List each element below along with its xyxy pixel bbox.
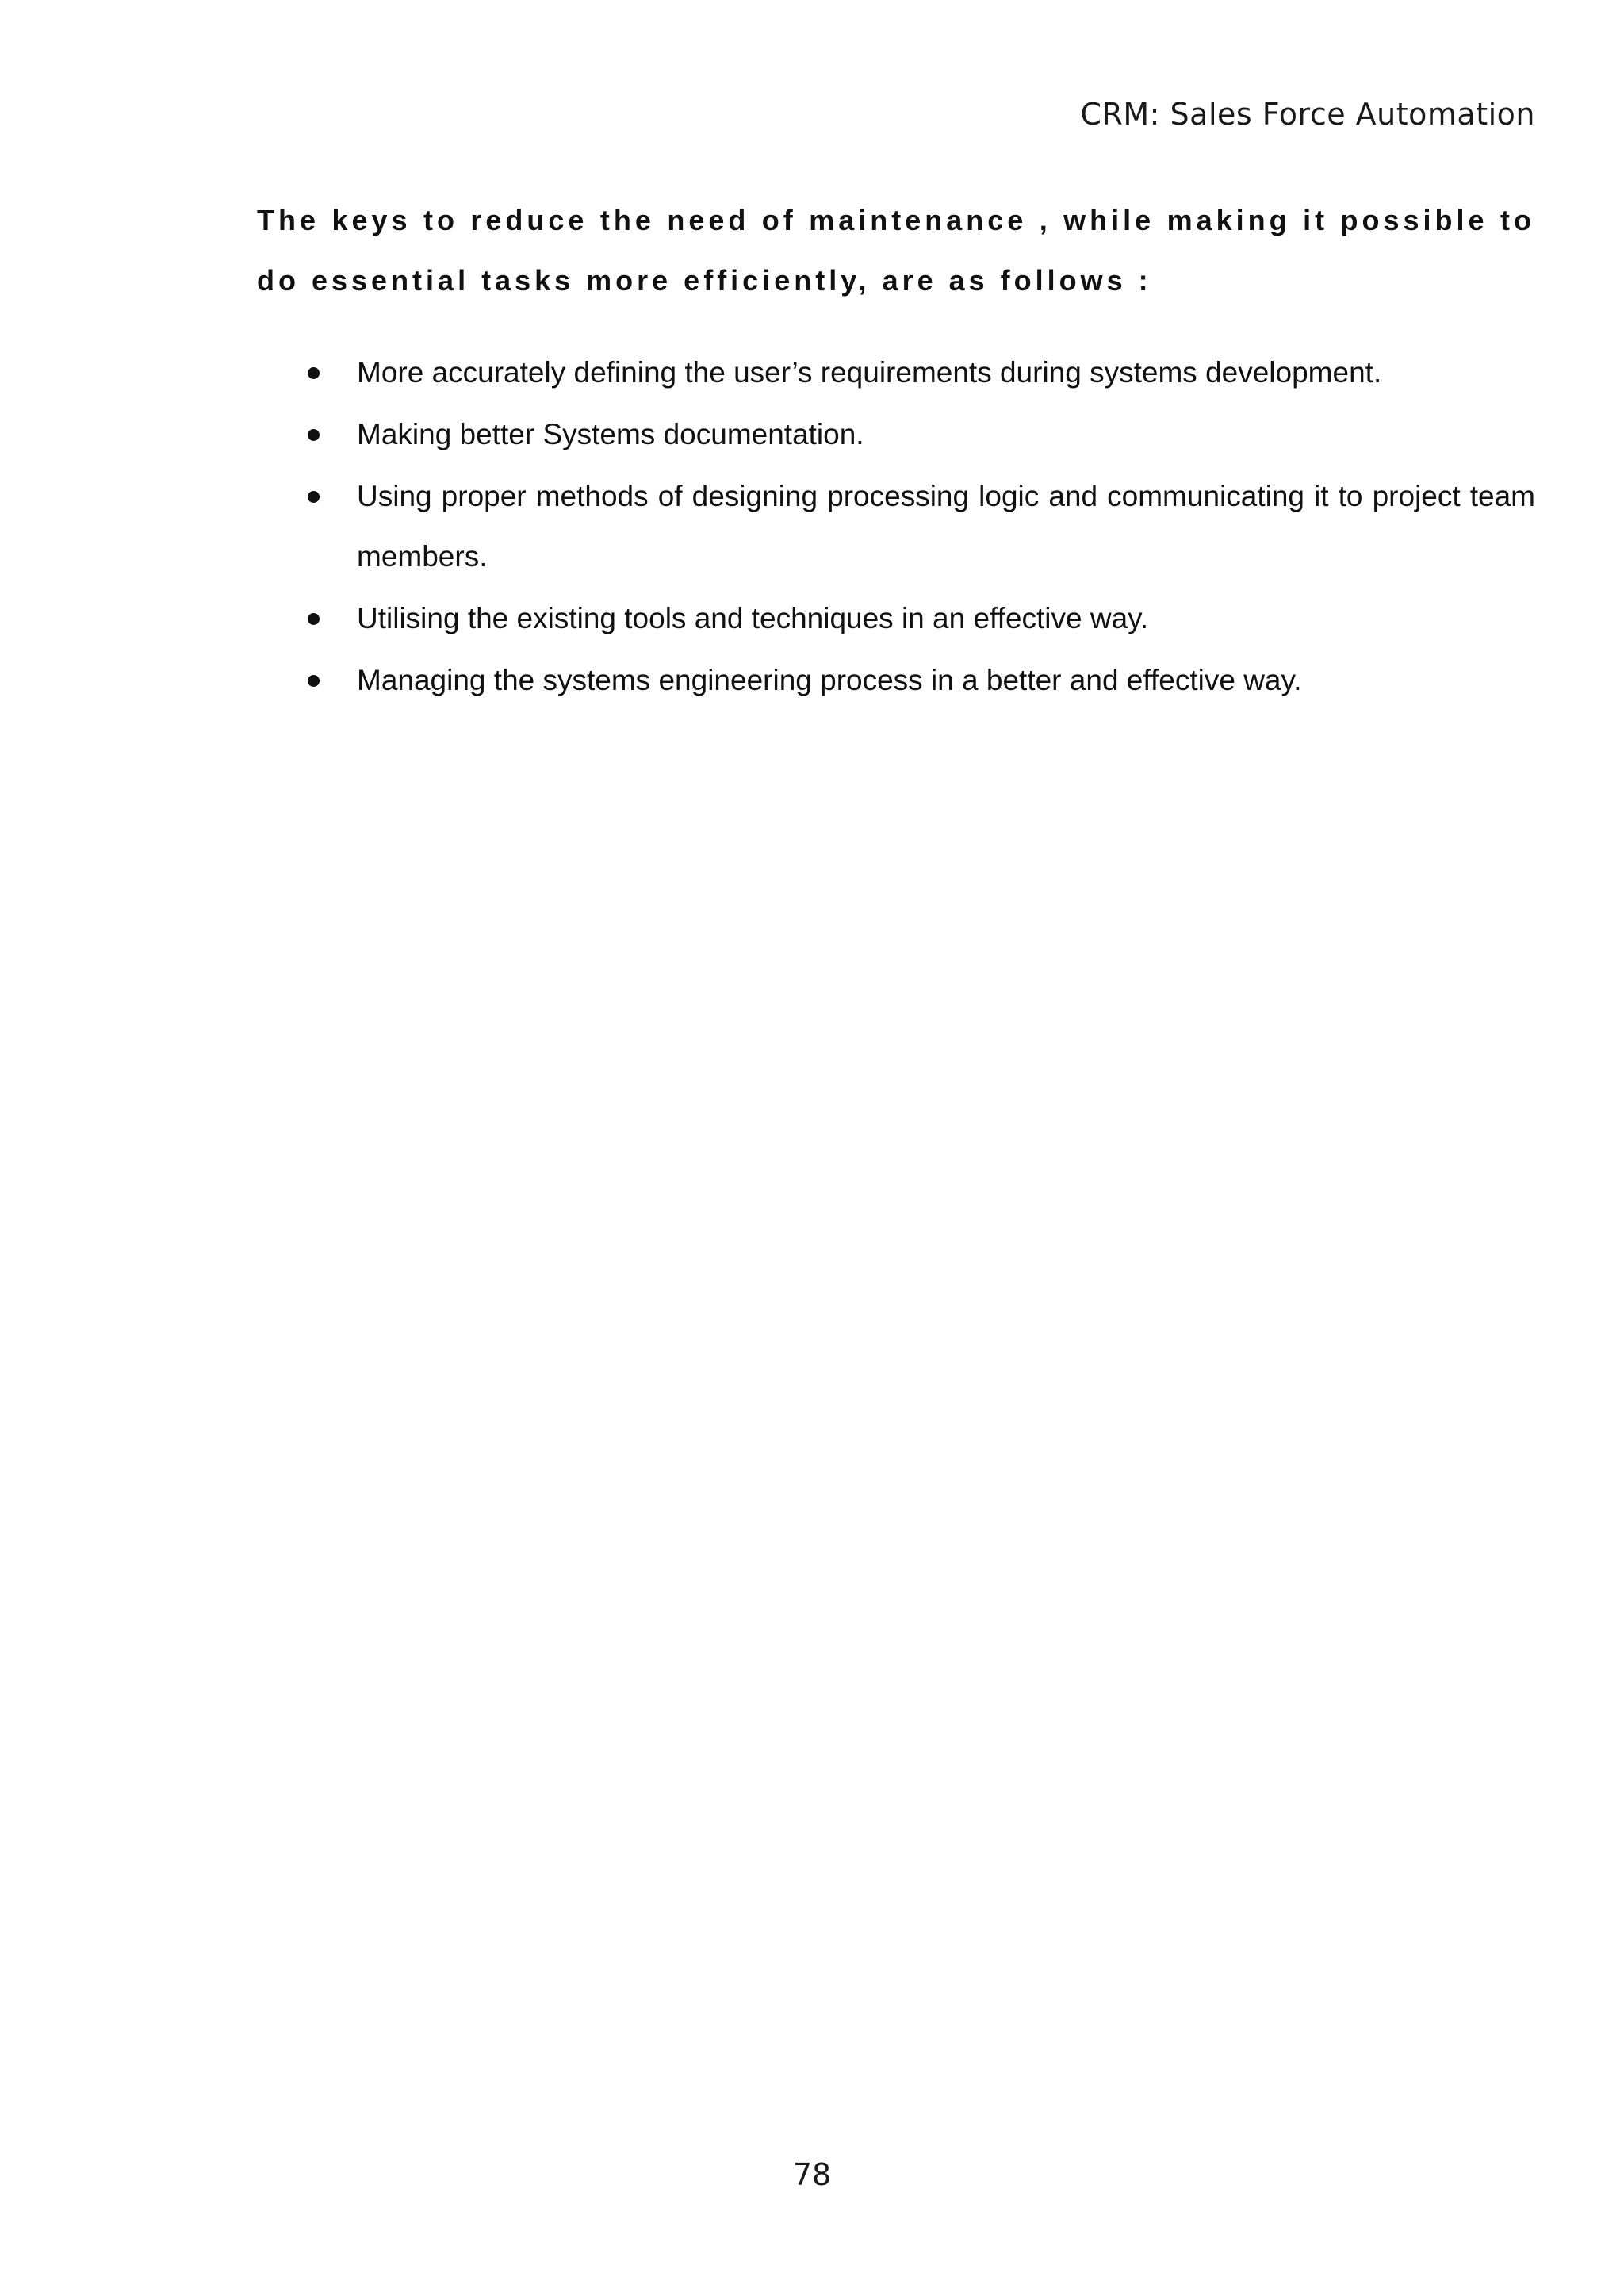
page-number: 78 bbox=[792, 2157, 832, 2192]
running-header: CRM: Sales Force Automation bbox=[1080, 97, 1535, 132]
list-item bbox=[257, 588, 1535, 649]
list-item-text: Managing the systems engineering process in a better and effective way. bbox=[357, 664, 1302, 696]
bullet-icon bbox=[308, 429, 320, 441]
page-content bbox=[257, 190, 1535, 712]
list-item bbox=[257, 650, 1535, 711]
bullet-icon bbox=[308, 675, 320, 687]
bullet-icon bbox=[308, 491, 320, 503]
list-item-text: Using proper methods of designing processing logic and communicating it to project team members. bbox=[357, 480, 1535, 573]
list-item bbox=[257, 343, 1535, 403]
bullet-icon bbox=[308, 613, 320, 625]
intro-paragraph: The keys to reduce the need of maintenance , while making it possible to do essential tasks more efficiently, are as follows : bbox=[257, 204, 1535, 297]
bullet-list bbox=[257, 343, 1535, 711]
list-item-text: More accurately defining the user’s requirements during systems development. bbox=[357, 356, 1382, 389]
bullet-icon bbox=[308, 367, 320, 379]
list-item bbox=[257, 404, 1535, 465]
list-item bbox=[257, 466, 1535, 587]
list-item-text: Making better Systems documentation. bbox=[357, 418, 864, 450]
list-item-text: Utilising the existing tools and techniques in an effective way. bbox=[357, 602, 1149, 634]
